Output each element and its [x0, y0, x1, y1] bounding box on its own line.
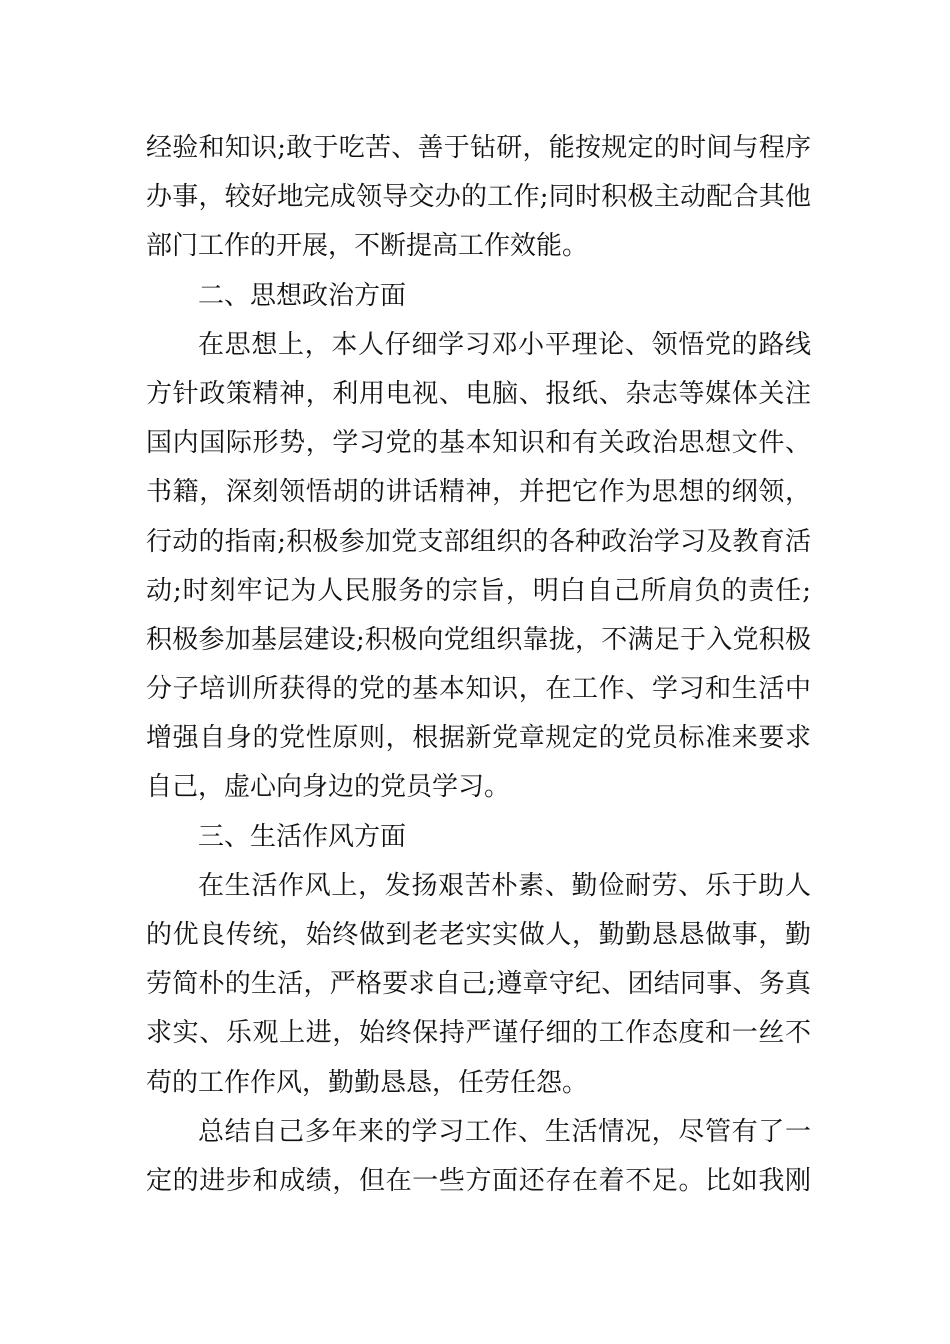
text-line: 国内国际形势，学习党的基本知识和有关政治思想文件、	[146, 428, 811, 459]
text-line: 总结自己多年来的学习工作、生活情况，尽管有了一	[198, 1116, 811, 1147]
document-body	[146, 124, 811, 1206]
text-line: 动;时刻牢记为人民服务的宗旨，明白自己所肩负的责任;	[146, 575, 811, 606]
text-line: 在生活作风上，发扬艰苦朴素、勤俭耐劳、乐于助人	[198, 870, 811, 901]
text-line: 三、生活作风方面	[198, 821, 407, 852]
text-line: 劳简朴的生活，严格要求自己;遵章守纪、团结同事、务真	[146, 969, 811, 1000]
text-line: 积极参加基层建设;积极向党组织靠拢，不满足于入党积极	[146, 624, 811, 655]
text-line: 行动的指南;积极参加党支部组织的各种政治学习及教育活	[146, 526, 811, 557]
text-line: 增强自身的党性原则，根据新党章规定的党员标准来要求	[146, 723, 811, 754]
text-line: 经验和知识;敢于吃苦、善于钻研，能按规定的时间与程序	[146, 133, 811, 163]
text-line: 方针政策精神，利用电视、电脑、报纸、杂志等媒体关注	[146, 378, 811, 409]
text-line: 书籍，深刻领悟胡的讲话精神，并把它作为思想的纲领，	[146, 477, 811, 508]
text-line: 求实、乐观上进，始终保持严谨仔细的工作态度和一丝不	[146, 1018, 811, 1049]
text-line: 二、思想政治方面	[198, 280, 407, 311]
text-line: 的优良传统，始终做到老老实实做人，勤勤恳恳做事，勤	[146, 920, 811, 950]
text-line: 分子培训所获得的党的基本知识，在工作、学习和生活中	[146, 674, 811, 705]
text-line: 定的进步和成绩，但在一些方面还存在着不足。比如我刚	[146, 1165, 811, 1196]
text-line: 苟的工作作风，勤勤恳恳，任劳任怨。	[146, 1067, 589, 1098]
text-line: 部门工作的开展，不断提高工作效能。	[146, 231, 589, 262]
text-line: 在思想上，本人仔细学习邓小平理论、领悟党的路线	[198, 329, 811, 360]
text-line: 办事，较好地完成领导交办的工作;同时积极主动配合其他	[146, 182, 811, 213]
text-line: 自己，虚心向身边的党员学习。	[146, 772, 511, 803]
